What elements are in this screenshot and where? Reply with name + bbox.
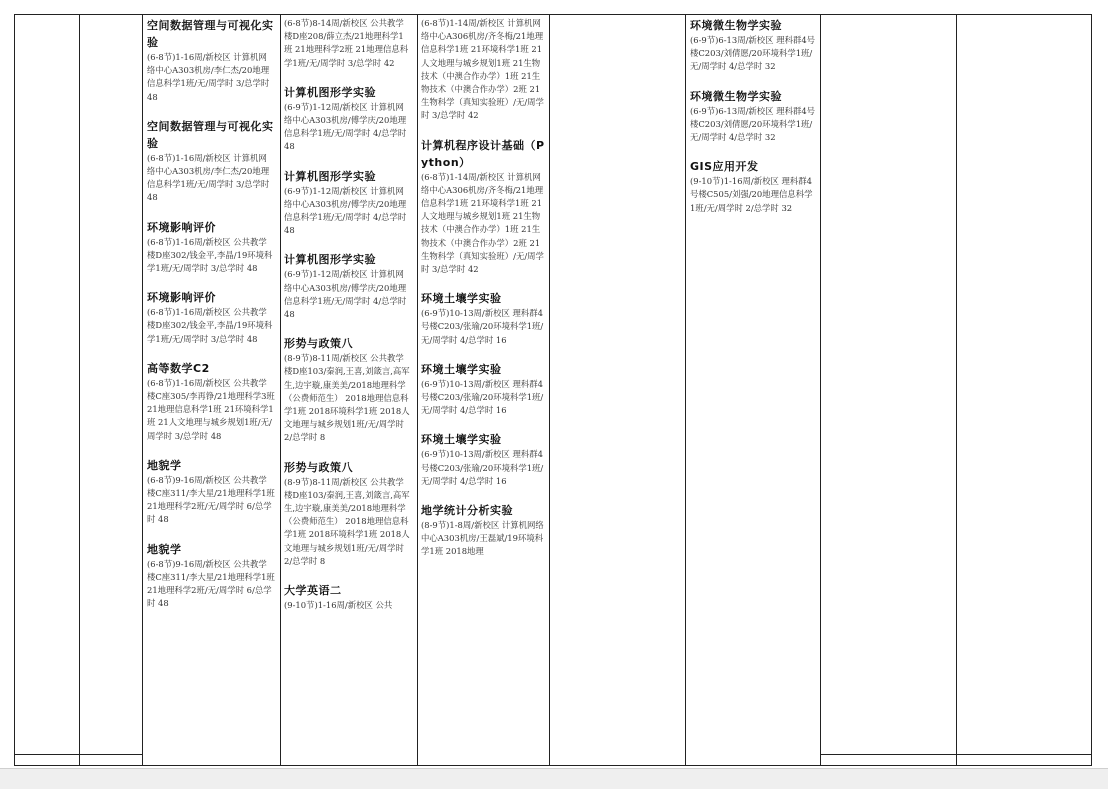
grid-line	[549, 14, 550, 766]
course-entry[interactable]	[421, 502, 545, 559]
window-bottom-bar	[0, 768, 1108, 789]
course-title: 高等数学C2	[147, 361, 210, 375]
course-title: 地貌学	[147, 458, 182, 472]
course-entry[interactable]	[284, 168, 411, 238]
course-title: 计算机图形学实验	[284, 253, 376, 267]
course-entry[interactable]	[690, 17, 816, 74]
course-entry[interactable]	[284, 335, 411, 444]
course-detail: (6-9节)10-13周/新校区 理科群4号楼C203/张瑜/20环境科学1班/无/周学时 4/总学时 16	[421, 449, 544, 486]
course-detail: (6-9节)1-12周/新校区 计算机网络中心A303机房/傅学庆/20地理信息科学1班/无/周学时 4/总学时 48	[284, 269, 407, 320]
course-detail: (6-9节)1-12周/新校区 计算机网络中心A303机房/傅学庆/20地理信息科学1班/无/周学时 4/总学时 48	[284, 185, 407, 236]
course-entry[interactable]	[421, 431, 545, 488]
course-entry[interactable]	[284, 17, 411, 70]
course-title: 计算机图形学实验	[284, 169, 376, 183]
course-title: GIS应用开发	[690, 160, 759, 174]
course-title: 形势与政策八	[284, 337, 353, 351]
schedule-table	[14, 14, 1092, 766]
course-entry[interactable]	[147, 289, 275, 346]
course-detail: (6-9节)1-12周/新校区 计算机网络中心A303机房/傅学庆/20地理信息科学1班/无/周学时 4/总学时 48	[284, 101, 407, 152]
grid-line	[820, 14, 821, 766]
course-detail: (9-10节)1-16周/新校区 公共	[284, 600, 393, 611]
course-title: 形势与政策八	[284, 460, 353, 474]
grid-line	[14, 765, 1092, 766]
course-detail: (6-8节)9-16周/新校区 公共教学楼C座311/李大星/21地理科学1班 21地理科学2班/无/周学时 6/总学时 48	[147, 474, 275, 525]
course-detail: (6-8节)1-16周/新校区 公共教学楼C座305/李再铮/21地理科学3班 21地理信息科学1班 21环境科学1班 21人文地理与城乡规划1班/无/周学时 3/总学时 48	[147, 377, 275, 441]
course-title: 计算机图形学实验	[284, 85, 376, 99]
course-detail: (6-8节)9-16周/新校区 公共教学楼C座311/李大星/21地理科学1班 21地理科学2班/无/周学时 6/总学时 48	[147, 558, 275, 609]
course-detail: (8-9节)1-8周/新校区 计算机网络中心A303机房/王磊斌/19环境科学1班 2018地理	[421, 520, 544, 557]
course-title: 空间数据管理与可视化实验	[147, 19, 274, 49]
course-title: 地学统计分析实验	[421, 504, 513, 518]
grid-line	[956, 14, 957, 766]
course-title: 环境土壤学实验	[421, 292, 502, 306]
course-detail: (6-9节)6-13周/新校区 理科群4号楼C203/刘倩愿/20环境科学1班/无/周学时 4/总学时 32	[690, 105, 816, 143]
course-detail: (6-9节)6-13周/新校区 理科群4号楼C203/刘倩愿/20环境科学1班/无/周学时 4/总学时 32	[690, 35, 816, 72]
grid-line	[79, 14, 80, 766]
course-entry[interactable]	[421, 361, 545, 418]
course-detail: (6-8节)1-16周/新校区 计算机网络中心A303机房/李仁杰/20地理信息科学1班/无/周学时 3/总学时 48	[147, 152, 270, 203]
course-title: 环境影响评价	[147, 291, 216, 305]
course-entry[interactable]	[690, 88, 816, 145]
course-detail: (6-8节)1-16周/新校区 计算机网络中心A303机房/李仁杰/20地理信息科学1班/无/周学时 3/总学时 48	[147, 52, 270, 102]
grid-line	[142, 14, 143, 766]
course-detail: (9-10节)1-16周/新校区 理科群4号楼C505/刘强/20地理信息科学1班/无/周学时 2/总学时 32	[690, 176, 813, 213]
course-column-3	[421, 14, 545, 764]
course-detail: (6-9节)10-13周/新校区 理科群4号楼C203/张瑜/20环境科学1班/无/周学时 4/总学时 16	[421, 308, 544, 345]
course-title: 地貌学	[147, 542, 182, 556]
course-title: 计算机程序设计基础（Python）	[421, 138, 545, 169]
course-column-5	[690, 14, 816, 764]
course-detail: (8-9节)8-11周/新校区 公共教学楼D座103/秦润,王喜,刘箴言,高军生,边宇璇,康美美/2018地理科学（公费师范生） 2018地理信息科学1班 2018环境科学1班 2018人文地理与城乡规划1班/无/周学时 2/总学时 8	[284, 476, 410, 566]
course-entry[interactable]	[421, 17, 545, 123]
course-entry[interactable]	[147, 360, 275, 443]
grid-line	[14, 754, 142, 755]
course-title: 环境土壤学实验	[421, 362, 502, 376]
course-title: 环境微生物学实验	[690, 19, 782, 32]
course-entry[interactable]	[284, 84, 411, 154]
course-entry[interactable]	[284, 251, 411, 321]
grid-line	[14, 14, 15, 766]
course-entry[interactable]	[690, 158, 816, 215]
course-title: 环境微生物学实验	[690, 89, 782, 103]
course-title: 大学英语二	[284, 584, 342, 598]
grid-line	[820, 754, 1092, 755]
course-entry[interactable]	[421, 290, 545, 347]
course-column-2	[284, 14, 411, 764]
grid-line	[685, 14, 686, 766]
course-entry[interactable]	[421, 137, 545, 277]
course-title: 环境影响评价	[147, 220, 216, 234]
course-entry[interactable]	[147, 17, 275, 104]
course-entry[interactable]	[284, 582, 411, 612]
course-entry[interactable]	[147, 118, 275, 205]
course-title: 空间数据管理与可视化实验	[147, 119, 274, 150]
grid-line	[417, 14, 418, 766]
course-detail: (6-8节)1-16周/新校区 公共教学楼D座302/钱金平,李晶/19环境科学1班/无/周学时 3/总学时 48	[147, 307, 273, 344]
course-column-1	[147, 14, 275, 764]
course-detail: (6-8节)1-14周/新校区 计算机网络中心A306机房/齐冬梅/21地理信息科学1班 21环境科学1班 21人文地理与城乡规划1班 21生物技术（中澳合作办学）1班 21生物技术（中澳合作办学）2班 21生物科学（真知实验班）/无/周学时 3/总学时 42	[421, 171, 544, 275]
course-detail: (6-8节)1-16周/新校区 公共教学楼D座302/钱金平,李晶/19环境科学1班/无/周学时 3/总学时 48	[147, 236, 273, 274]
grid-line	[280, 14, 281, 766]
course-detail: (6-8节)1-14周/新校区 计算机网络中心A306机房/齐冬梅/21地理信息科学1班 21环境科学1班 21人文地理与城乡规划1班 21生物技术（中澳合作办学）1班 21生物技术（中澳合作办学）2班 21生物科学（真知实验班）/无/周学时 3/总学时 42	[421, 18, 544, 121]
course-entry[interactable]	[284, 459, 411, 568]
course-detail: (6-8节)8-14周/新校区 公共教学楼D座208/薛立杰/21地理科学1班 21地理科学2班 21地理信息科学1班/无/周学时 3/总学时 42	[284, 18, 409, 68]
grid-line	[1091, 14, 1092, 766]
course-entry[interactable]	[147, 219, 275, 276]
course-entry[interactable]	[147, 457, 275, 527]
course-detail: (6-9节)10-13周/新校区 理科群4号楼C203/张瑜/20环境科学1班/无/周学时 4/总学时 16	[421, 378, 544, 416]
course-title: 环境土壤学实验	[421, 433, 502, 447]
course-detail: (8-9节)8-11周/新校区 公共教学楼D座103/秦润,王喜,刘箴言,高军生,边宇璇,康美美/2018地理科学（公费师范生） 2018地理信息科学1班 2018环境科学1班 2018人文地理与城乡规划1班/无/周学时 2/总学时 8	[284, 353, 410, 443]
course-entry[interactable]	[147, 541, 275, 611]
